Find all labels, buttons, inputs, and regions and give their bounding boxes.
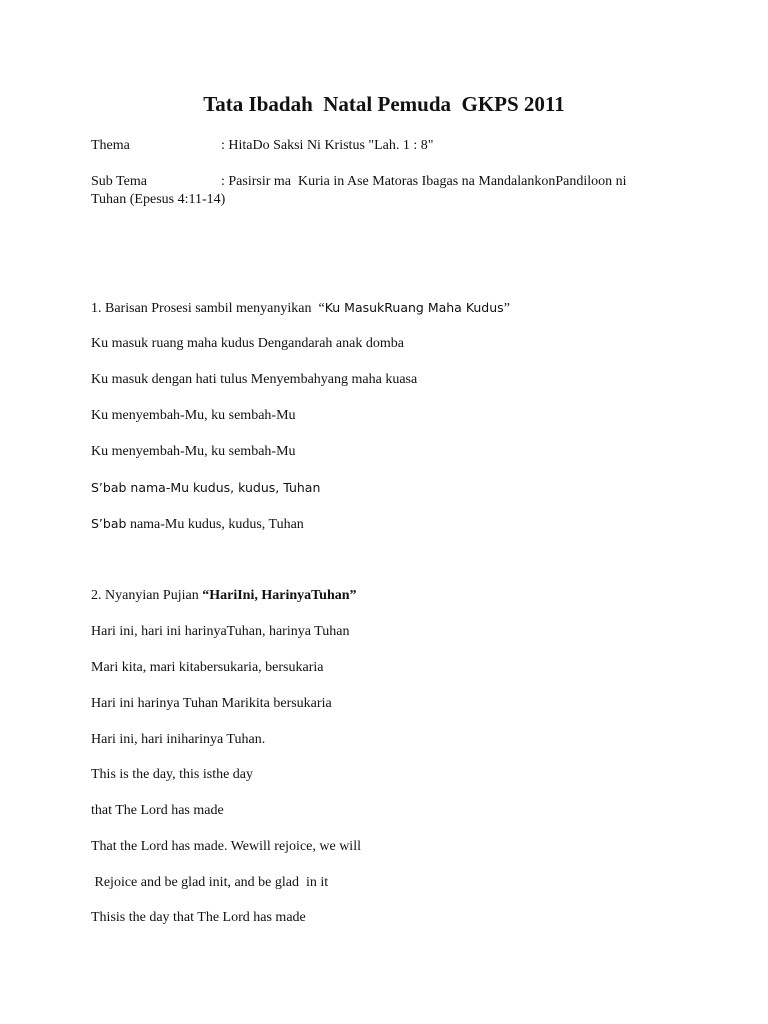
section2-song-title: “HariIni, HarinyaTuhan”: [202, 588, 357, 603]
section1-heading: [91, 300, 510, 317]
sbab-word: S’bab: [91, 516, 127, 531]
section1-lyric-line: Ku masuk dengan hati tulus Menyembahyang maha kuasa: [91, 372, 418, 387]
sbab-word: S’bab: [91, 480, 127, 495]
section1-lyric-line: Ku masuk ruang maha kudus Dengandarah anak domba: [91, 336, 404, 351]
section2-heading: [91, 588, 357, 604]
section1-lyric-line: Ku menyembah-Mu, ku sembah-Mu: [91, 408, 296, 423]
section2-lyric-line: Hari ini, hari ini harinyaTuhan, harinya Tuhan: [91, 624, 350, 639]
sbab-rest: nama-Mu kudus, kudus, Tuhan: [126, 480, 321, 495]
section2-lyric-line: This is the day, this isthe day: [91, 767, 254, 782]
sbab-rest: nama-Mu kudus, kudus, Tuhan: [126, 517, 304, 532]
section2-lyric-line: Hari ini harinya Tuhan Marikita bersukaria: [91, 696, 332, 711]
section2-lyric-line: Mari kita, mari kitabersukaria, bersukaria: [91, 660, 324, 675]
section2-lyric-line: Rejoice and be glad init, and be glad in it: [91, 875, 329, 890]
sub-tema-label: Sub Tema: [91, 174, 147, 189]
section1-heading-suffix: ”: [503, 301, 510, 316]
sub-tema-value: : Pasirsir ma Kuria in Ase Matoras Ibagas na MandalankonPandiloon ni: [221, 174, 627, 189]
sub-tema-continuation: Tuhan (Epesus 4:11-14): [91, 192, 226, 207]
section1-lyric-line: Ku menyembah-Mu, ku sembah-Mu: [91, 444, 296, 459]
section2-heading-prefix: 2. Nyanyian Pujian: [91, 588, 203, 603]
section1-heading-prefix: 1. Barisan Prosesi sambil menyanyikan “: [91, 301, 325, 316]
section1-lyric-line: [91, 516, 304, 533]
section2-lyric-line: Hari ini, hari iniharinya Tuhan.: [91, 732, 266, 747]
thema-value: : HitaDo Saksi Ni Kristus "Lah. 1 : 8": [221, 138, 434, 153]
section1-song-title: Ku MasukRuang Maha Kudus: [324, 300, 504, 315]
document-title: Tata Ibadah Natal Pemuda GKPS 2011: [203, 92, 565, 116]
thema-label: Thema: [91, 138, 130, 153]
section2-lyric-line: That the Lord has made. Wewill rejoice, we will: [91, 839, 361, 854]
section1-lyric-line: [91, 480, 320, 497]
section2-lyric-line: that The Lord has made: [91, 803, 224, 818]
section2-lyric-line: Thisis the day that The Lord has made: [91, 910, 306, 925]
